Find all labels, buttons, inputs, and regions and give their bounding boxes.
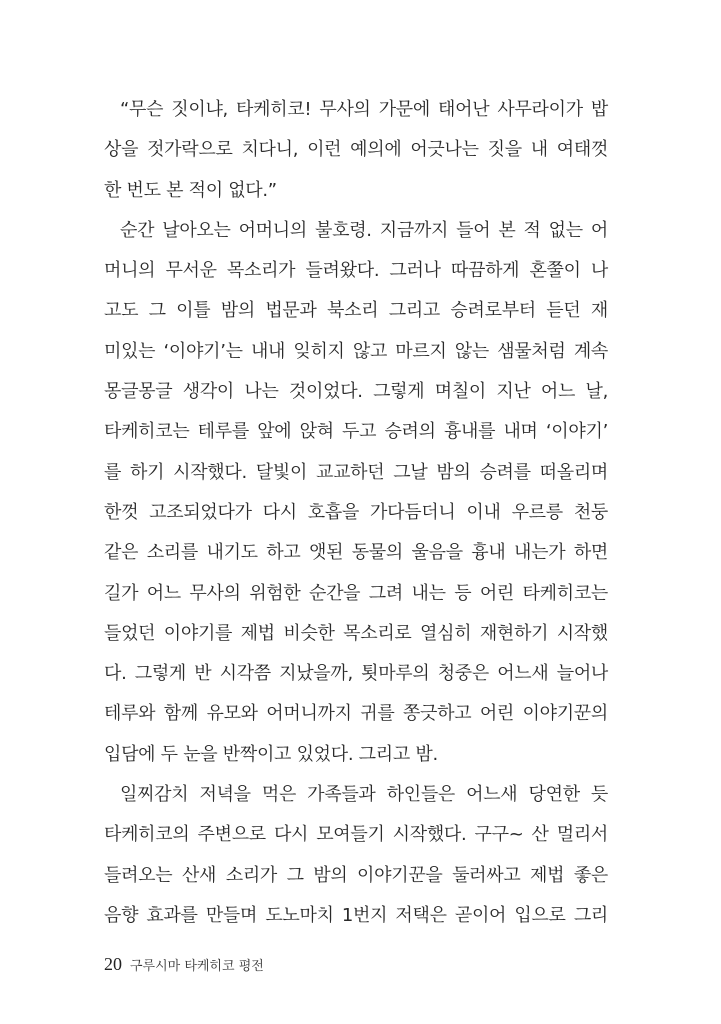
page-number: 20 <box>104 954 122 974</box>
text-line: 머니의 무서운 목소리가 들려왔다. 그러나 따끔하게 혼쭐이 나 <box>104 260 608 282</box>
text-line: 음향 효과를 만들며 도노마치 1번지 저택은 곧이어 입으로 그리 <box>104 904 608 926</box>
text-line: 미있는 ‘이야기’는 내내 잊히지 않고 마르지 않는 샘물처럼 계속 <box>104 340 608 362</box>
running-title: 구루시마 타케히코 평전 <box>130 959 264 974</box>
text-line: 한껏 고조되었다가 다시 호흡을 가다듬더니 이내 우르릉 천둥 <box>104 501 608 523</box>
text-line: 몽글몽글 생각이 나는 것이었다. 그렇게 며칠이 지난 어느 날, <box>104 381 608 403</box>
text-line: 들었던 이야기를 제법 비슷한 목소리로 열심히 재현하기 시작했 <box>104 622 608 644</box>
text-line: 타케히코는 테루를 앞에 앉혀 두고 승려의 흉내를 내며 ‘이야기’ <box>104 421 608 443</box>
text-line: 같은 소리를 내기도 하고 앳된 동물의 울음을 흉내 내는가 하면 <box>104 542 608 564</box>
text-line: 타케히코의 주변으로 다시 모여들기 시작했다. 구구~ 산 멀리서 <box>104 824 608 846</box>
text-line: 테루와 함께 유모와 어머니까지 귀를 쫑긋하고 어린 이야기꾼의 <box>104 703 608 725</box>
text-line: 한 번도 본 적이 없다.” <box>104 179 277 201</box>
page-footer <box>104 954 264 977</box>
text-line: 상을 젓가락으로 치다니, 이런 예의에 어긋나는 짓을 내 여태껏 <box>104 139 608 161</box>
text-line: 고도 그 이틀 밤의 법문과 북소리 그리고 승려로부터 듣던 재 <box>104 300 608 322</box>
text-line: 입담에 두 눈을 반짝이고 있었다. 그리고 밤. <box>104 743 438 765</box>
text-line: 들려오는 산새 소리가 그 밤의 이야기꾼을 둘러싸고 제법 좋은 <box>104 864 608 886</box>
text-line: “무슨 짓이냐, 타케히코! 무사의 가문에 태어난 사무라이가 밥 <box>120 99 608 120</box>
text-line: 를 하기 시작했다. 달빛이 교교하던 그날 밤의 승려를 떠올리며 <box>104 461 608 483</box>
text-line: 순간 날아오는 어머니의 불호령. 지금까지 들어 본 적 없는 어 <box>120 219 608 241</box>
text-line: 길가 어느 무사의 위험한 순간을 그려 내는 등 어린 타케히코는 <box>104 582 608 604</box>
text-line: 다. 그렇게 반 시각쯤 지났을까, 툇마루의 청중은 어느새 늘어나 <box>104 663 608 685</box>
text-line: 일찌감치 저녁을 먹은 가족들과 하인들은 어느새 당연한 듯 <box>120 784 608 806</box>
body-text <box>104 90 608 936</box>
